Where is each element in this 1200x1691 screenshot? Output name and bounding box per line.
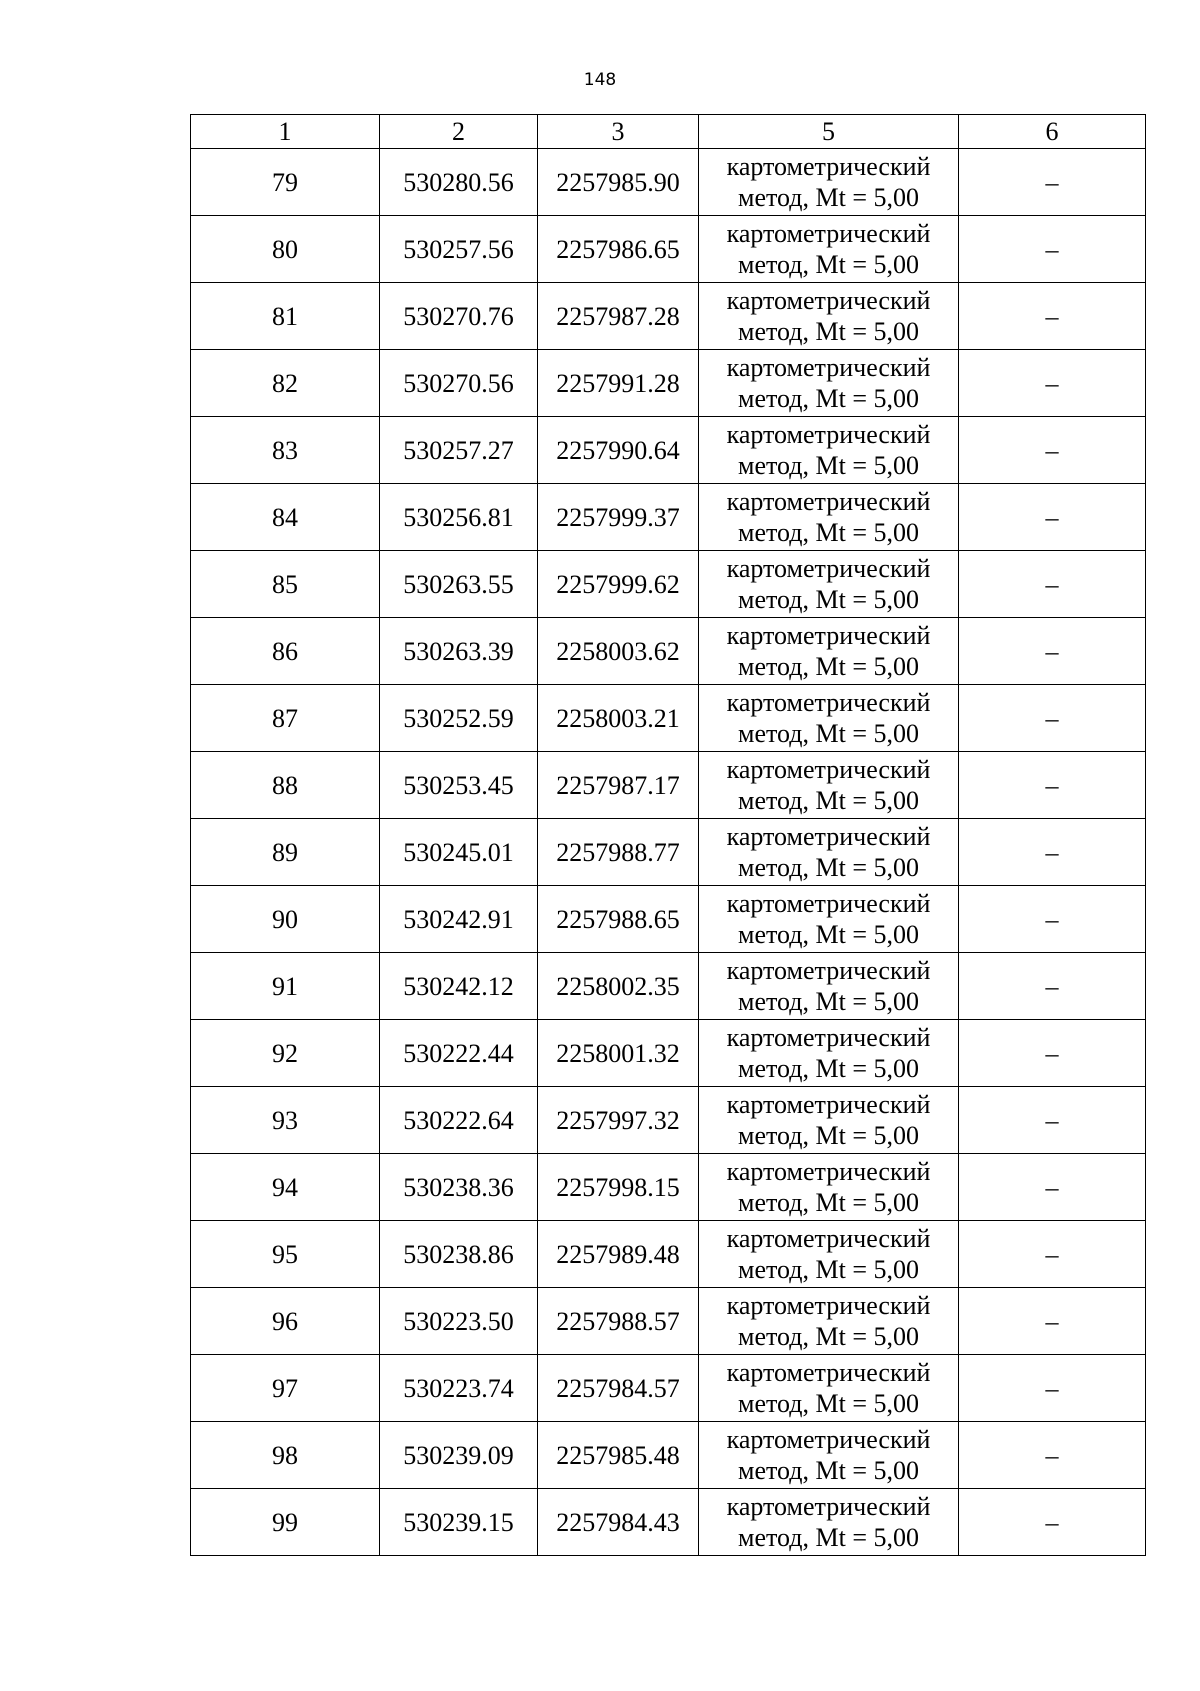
y-coordinate-cell: 2257985.48	[538, 1422, 699, 1489]
method-text-line2: метод, Mt = 5,00	[738, 987, 919, 1016]
x-coordinate-cell: 530223.50	[380, 1288, 538, 1355]
x-coordinate-cell: 530238.86	[380, 1221, 538, 1288]
y-coordinate-cell: 2258003.62	[538, 618, 699, 685]
y-coordinate-cell: 2258001.32	[538, 1020, 699, 1087]
method-cell	[699, 618, 959, 685]
column-header-1: 1	[191, 115, 380, 149]
method-text-line1: картометрический	[726, 822, 931, 851]
method-text-line2: метод, Mt = 5,00	[738, 1188, 919, 1217]
note-cell: –	[959, 819, 1146, 886]
x-coordinate-cell: 530222.44	[380, 1020, 538, 1087]
x-coordinate-cell: 530257.56	[380, 216, 538, 283]
method-text-line2: метод, Mt = 5,00	[738, 1456, 919, 1485]
note-cell: –	[959, 1355, 1146, 1422]
method-text-line2: метод, Mt = 5,00	[738, 1255, 919, 1284]
method-cell	[699, 1288, 959, 1355]
point-number-cell: 94	[191, 1154, 380, 1221]
y-coordinate-cell: 2257987.17	[538, 752, 699, 819]
note-cell: –	[959, 484, 1146, 551]
table-row	[191, 1355, 1146, 1422]
method-cell	[699, 216, 959, 283]
table-body	[191, 149, 1146, 1556]
method-text-line1: картометрический	[726, 1224, 931, 1253]
note-cell: –	[959, 1288, 1146, 1355]
y-coordinate-cell: 2257988.77	[538, 819, 699, 886]
table-row	[191, 551, 1146, 618]
y-coordinate-cell: 2257989.48	[538, 1221, 699, 1288]
note-cell: –	[959, 350, 1146, 417]
y-coordinate-cell: 2257988.65	[538, 886, 699, 953]
point-number-cell: 91	[191, 953, 380, 1020]
method-text-line1: картометрический	[726, 889, 931, 918]
method-cell	[699, 685, 959, 752]
point-number-cell: 89	[191, 819, 380, 886]
method-cell	[699, 551, 959, 618]
x-coordinate-cell: 530253.45	[380, 752, 538, 819]
note-cell: –	[959, 283, 1146, 350]
method-text-line1: картометрический	[726, 755, 931, 784]
method-text-line1: картометрический	[726, 1291, 931, 1320]
method-text-line2: метод, Mt = 5,00	[738, 719, 919, 748]
method-text-line2: метод, Mt = 5,00	[738, 853, 919, 882]
note-cell: –	[959, 551, 1146, 618]
table-row	[191, 1020, 1146, 1087]
method-text-line2: метод, Mt = 5,00	[738, 1054, 919, 1083]
x-coordinate-cell: 530256.81	[380, 484, 538, 551]
method-text-line1: картометрический	[726, 688, 931, 717]
point-number-cell: 84	[191, 484, 380, 551]
table-row	[191, 1087, 1146, 1154]
point-number-cell: 98	[191, 1422, 380, 1489]
point-number-cell: 90	[191, 886, 380, 953]
point-number-cell: 95	[191, 1221, 380, 1288]
y-coordinate-cell: 2257999.37	[538, 484, 699, 551]
x-coordinate-cell: 530239.09	[380, 1422, 538, 1489]
method-cell	[699, 484, 959, 551]
note-cell: –	[959, 685, 1146, 752]
x-coordinate-cell: 530245.01	[380, 819, 538, 886]
column-header-2: 2	[380, 115, 538, 149]
method-cell	[699, 819, 959, 886]
note-cell: –	[959, 417, 1146, 484]
method-text-line1: картометрический	[726, 1358, 931, 1387]
method-text-line1: картометрический	[726, 152, 931, 181]
method-cell	[699, 283, 959, 350]
method-text-line1: картометрический	[726, 420, 931, 449]
method-text-line1: картометрический	[726, 286, 931, 315]
method-cell	[699, 886, 959, 953]
table-row	[191, 1288, 1146, 1355]
x-coordinate-cell: 530263.55	[380, 551, 538, 618]
method-text-line2: метод, Mt = 5,00	[738, 250, 919, 279]
method-cell	[699, 1154, 959, 1221]
y-coordinate-cell: 2257998.15	[538, 1154, 699, 1221]
table-row	[191, 1154, 1146, 1221]
point-number-cell: 92	[191, 1020, 380, 1087]
note-cell: –	[959, 1087, 1146, 1154]
y-coordinate-cell: 2257984.43	[538, 1489, 699, 1556]
method-text-line1: картометрический	[726, 554, 931, 583]
column-header-5: 5	[699, 115, 959, 149]
method-cell	[699, 149, 959, 216]
method-text-line1: картометрический	[726, 487, 931, 516]
method-text-line1: картометрический	[726, 1157, 931, 1186]
x-coordinate-cell: 530222.64	[380, 1087, 538, 1154]
y-coordinate-cell: 2257991.28	[538, 350, 699, 417]
table-row	[191, 484, 1146, 551]
method-text-line1: картометрический	[726, 956, 931, 985]
method-cell	[699, 953, 959, 1020]
method-text-line1: картометрический	[726, 1492, 931, 1521]
y-coordinate-cell: 2257986.65	[538, 216, 699, 283]
method-text-line1: картометрический	[726, 1090, 931, 1119]
table-row	[191, 216, 1146, 283]
method-text-line1: картометрический	[726, 219, 931, 248]
page-number: 148	[583, 70, 617, 90]
table-row	[191, 1221, 1146, 1288]
y-coordinate-cell: 2257987.28	[538, 283, 699, 350]
x-coordinate-cell: 530257.27	[380, 417, 538, 484]
method-cell	[699, 1355, 959, 1422]
note-cell: –	[959, 1489, 1146, 1556]
method-cell	[699, 1221, 959, 1288]
y-coordinate-cell: 2258003.21	[538, 685, 699, 752]
x-coordinate-cell: 530223.74	[380, 1355, 538, 1422]
point-number-cell: 93	[191, 1087, 380, 1154]
point-number-cell: 81	[191, 283, 380, 350]
y-coordinate-cell: 2257990.64	[538, 417, 699, 484]
y-coordinate-cell: 2257988.57	[538, 1288, 699, 1355]
note-cell: –	[959, 216, 1146, 283]
point-number-cell: 80	[191, 216, 380, 283]
point-number-cell: 85	[191, 551, 380, 618]
note-cell: –	[959, 1154, 1146, 1221]
method-text-line2: метод, Mt = 5,00	[738, 1523, 919, 1552]
table-row	[191, 618, 1146, 685]
table-row	[191, 752, 1146, 819]
note-cell: –	[959, 1221, 1146, 1288]
table-header	[191, 115, 1146, 149]
method-text-line2: метод, Mt = 5,00	[738, 384, 919, 413]
note-cell: –	[959, 953, 1146, 1020]
table-row	[191, 819, 1146, 886]
column-header-6: 6	[959, 115, 1146, 149]
y-coordinate-cell: 2257999.62	[538, 551, 699, 618]
method-text-line2: метод, Mt = 5,00	[738, 317, 919, 346]
table-row	[191, 283, 1146, 350]
coordinates-table	[190, 114, 1146, 1556]
method-text-line2: метод, Mt = 5,00	[738, 451, 919, 480]
table-row	[191, 953, 1146, 1020]
table-row	[191, 417, 1146, 484]
point-number-cell: 97	[191, 1355, 380, 1422]
x-coordinate-cell: 530270.56	[380, 350, 538, 417]
point-number-cell: 82	[191, 350, 380, 417]
point-number-cell: 99	[191, 1489, 380, 1556]
method-text-line2: метод, Mt = 5,00	[738, 652, 919, 681]
point-number-cell: 86	[191, 618, 380, 685]
method-text-line1: картометрический	[726, 1023, 931, 1052]
method-cell	[699, 1422, 959, 1489]
point-number-cell: 83	[191, 417, 380, 484]
method-text-line2: метод, Mt = 5,00	[738, 585, 919, 614]
x-coordinate-cell: 530280.56	[380, 149, 538, 216]
method-text-line1: картометрический	[726, 353, 931, 382]
table-row	[191, 1422, 1146, 1489]
x-coordinate-cell: 530242.12	[380, 953, 538, 1020]
x-coordinate-cell: 530252.59	[380, 685, 538, 752]
x-coordinate-cell: 530239.15	[380, 1489, 538, 1556]
x-coordinate-cell: 530270.76	[380, 283, 538, 350]
point-number-cell: 87	[191, 685, 380, 752]
method-text-line2: метод, Mt = 5,00	[738, 518, 919, 547]
note-cell: –	[959, 149, 1146, 216]
method-cell	[699, 1489, 959, 1556]
method-text-line2: метод, Mt = 5,00	[738, 1389, 919, 1418]
method-text-line2: метод, Mt = 5,00	[738, 786, 919, 815]
point-number-cell: 96	[191, 1288, 380, 1355]
table-row	[191, 1489, 1146, 1556]
method-cell	[699, 752, 959, 819]
method-cell	[699, 350, 959, 417]
table-row	[191, 886, 1146, 953]
note-cell: –	[959, 1422, 1146, 1489]
method-text-line2: метод, Mt = 5,00	[738, 183, 919, 212]
method-text-line1: картометрический	[726, 1425, 931, 1454]
note-cell: –	[959, 618, 1146, 685]
note-cell: –	[959, 752, 1146, 819]
table-row	[191, 685, 1146, 752]
x-coordinate-cell: 530238.36	[380, 1154, 538, 1221]
y-coordinate-cell: 2257984.57	[538, 1355, 699, 1422]
x-coordinate-cell: 530242.91	[380, 886, 538, 953]
method-cell	[699, 417, 959, 484]
note-cell: –	[959, 886, 1146, 953]
method-text-line2: метод, Mt = 5,00	[738, 1121, 919, 1150]
table-row	[191, 350, 1146, 417]
point-number-cell: 88	[191, 752, 380, 819]
header-row	[191, 115, 1146, 149]
note-cell: –	[959, 1020, 1146, 1087]
method-text-line2: метод, Mt = 5,00	[738, 1322, 919, 1351]
y-coordinate-cell: 2257985.90	[538, 149, 699, 216]
column-header-3: 3	[538, 115, 699, 149]
method-text-line2: метод, Mt = 5,00	[738, 920, 919, 949]
table-row	[191, 149, 1146, 216]
point-number-cell: 79	[191, 149, 380, 216]
method-cell	[699, 1020, 959, 1087]
y-coordinate-cell: 2257997.32	[538, 1087, 699, 1154]
x-coordinate-cell: 530263.39	[380, 618, 538, 685]
method-cell	[699, 1087, 959, 1154]
y-coordinate-cell: 2258002.35	[538, 953, 699, 1020]
method-text-line1: картометрический	[726, 621, 931, 650]
